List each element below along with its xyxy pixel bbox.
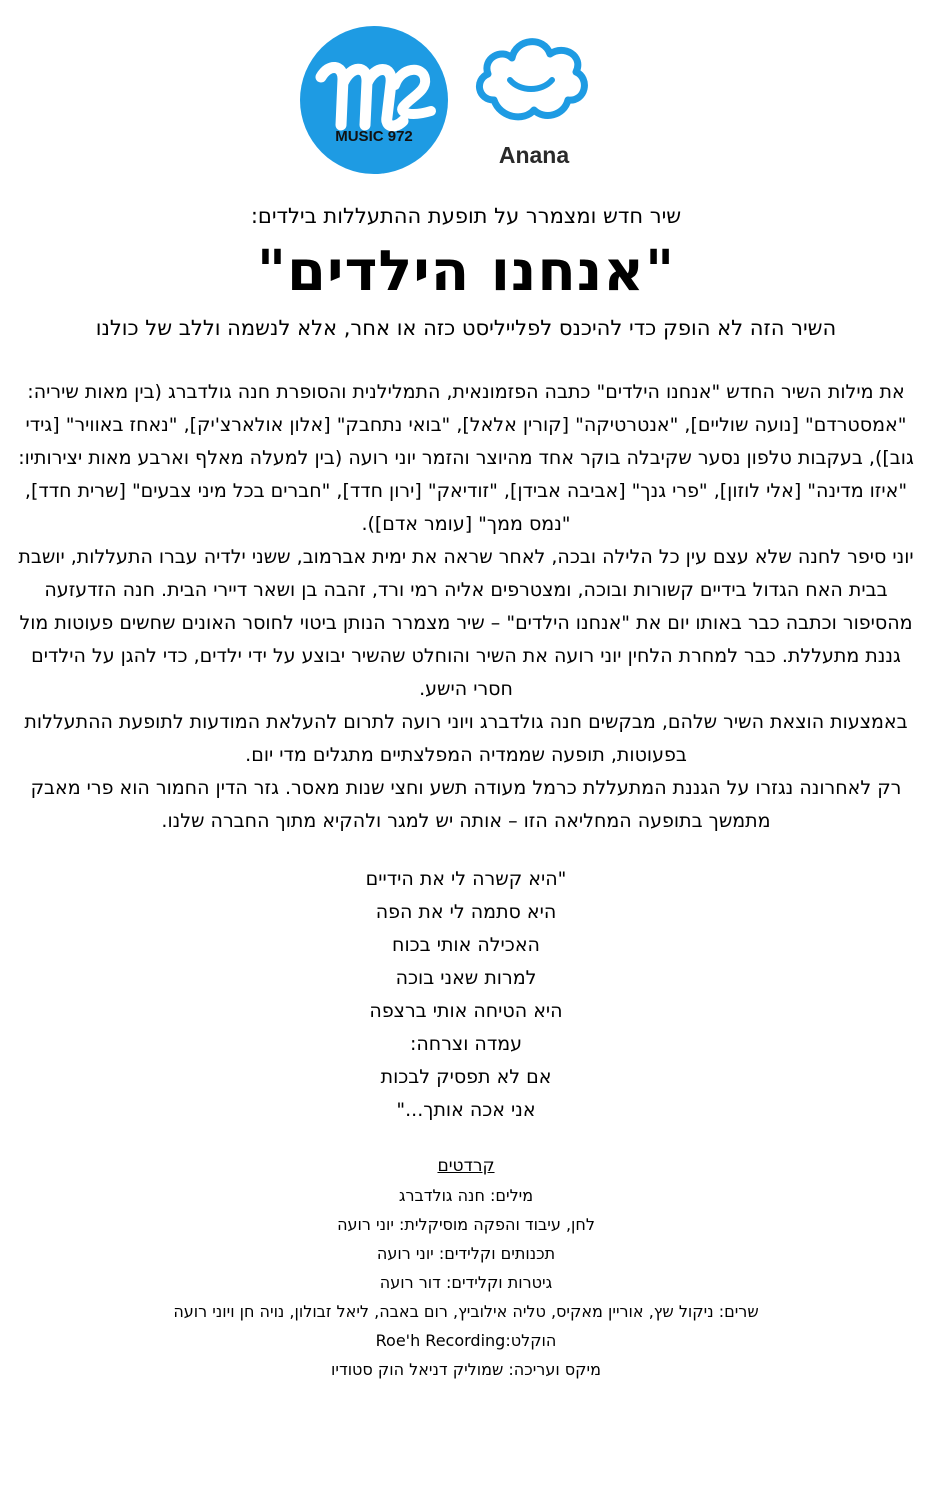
- lyric-line: למרות שאני בוכה: [395, 967, 537, 989]
- article-title: "אנחנו הילדים": [256, 239, 676, 304]
- article-intro: שיר חדש ומצמרר על תופעת ההתעללות בילדים:: [250, 204, 682, 228]
- lyrics-excerpt: [18, 863, 914, 1127]
- lyric-line: היא הטיחה אותי ברצפה: [369, 1000, 563, 1022]
- anana-logo-label: Anana: [498, 142, 570, 168]
- credit-line: גיטרות וקלידים: דור רועה: [379, 1273, 553, 1292]
- credit-line: מיקס ועריכה: שמוליק דניאל הוק סטודיו: [331, 1360, 601, 1379]
- article: [18, 198, 914, 1384]
- credit-line: לחן, עיבוד והפקה מוסיקלית: יוני רועה: [337, 1215, 595, 1234]
- lyric-line: האכילה אותי בכוח: [392, 934, 540, 956]
- article-body: [18, 376, 914, 838]
- lyric-line: אם לא תפסיק לבכות: [380, 1066, 552, 1088]
- credit-line: הוקלט:Roe'h Recording: [375, 1331, 557, 1350]
- lyric-line: היא סתמה לי את הפה: [375, 901, 557, 923]
- cloud-smile-icon: [472, 30, 590, 130]
- music972-logo-icon: [299, 25, 449, 175]
- body-paragraph: רק לאחרונה נגזרו על הגננת המתעללת כרמל מעודה תשע וחצי שנות מאסר. גזר הדין החמור הוא פרי מאבק מתמשך בתופעה המחליאה הזו – אותה יש למגר ולהקיא מתוך החברה שלנו.: [30, 777, 902, 832]
- credit-line: מילים: חנה גולדברג: [398, 1186, 534, 1205]
- music972-logo-text: MUSIC 972: [335, 128, 413, 145]
- logos-header: [0, 0, 932, 180]
- credit-line: תכנותים וקלידים: יוני רועה: [376, 1244, 556, 1263]
- lyric-line: "היא קשרה לי את הידיים: [365, 868, 567, 890]
- credits-heading: קרדטים: [437, 1156, 495, 1176]
- credits-section: [18, 1152, 914, 1384]
- credit-line: שרים: ניקול שץ, אוריין מאקיס, טליה אילוביץ, רום באבה, ליאל זבולון, נויה חן ויוני רועה: [173, 1302, 759, 1321]
- section-spacer: [18, 346, 914, 376]
- body-paragraph: יוני סיפר לחנה שלא עצם עין כל הלילה ובכה, לאחר שראה את ימית אברמוב, ששני ילדיה עברו התעללות, יושבת בבית האח הגדול בידיים קשורות ובוכה, ומצטרפים אליה רמי ורד, זהבה בן ושאר דיירי הבית. חנה הזדעזעה מהסיפור וכתבה כבר באותו יום את "אנחנו הילדים" – שיר מצמרר הנותן ביטוי לחוסר האונים שחשים פעוטות מול גננת מתעללת. כבר למחרת הלחין יוני רועה את השיר והוחלט שהשיר יבוצע על ידי ילדים, כדי להגן על הילדים חסרי הישע.: [18, 546, 914, 700]
- body-paragraph: באמצעות הוצאת השיר שלהם, מבקשים חנה גולדברג ויוני רועה לתרום להעלאת המודעות לתופעת ההתעללות בפעוטות, תופעה שממדיה המפלצתיים מתגלים מדי יום.: [24, 711, 908, 766]
- article-subtitle: השיר הזה לא הופק כדי להיכנס לפלייליסט כזה או אחר, אלא לנשמה וללב של כולנו: [95, 316, 837, 340]
- lyric-line: אני אכה אותך...": [396, 1099, 536, 1121]
- lyric-line: עמדה וצרחה:: [409, 1033, 523, 1055]
- body-paragraph: את מילות השיר החדש "אנחנו הילדים" כתבה הפזמונאית, התמלילנית והסופרת חנה גולדברג (בין מאות שיריה: "אמסטרדם" [נועה שוליים], "אנטרטיקה" [קורין אלאל], "בואי נתחבק" [אלון אולארצ'יק], "נאחז באוויר" [גידי גוב]), בעקבות טלפון נסער שקיבלה בוקר אחד מהיוצר והזמר יוני רועה (בין למעלה מאלף וארבע מאות יצירותיו: "איזו מדינה" [אלי לוזון], "פרי גנך" [אביבה אבידן], "זודיאק" [ירון חדד], "חברים בכל מיני צבעים" [שרית חדד], "נמס ממך" [עומר אדם]).: [18, 381, 914, 535]
